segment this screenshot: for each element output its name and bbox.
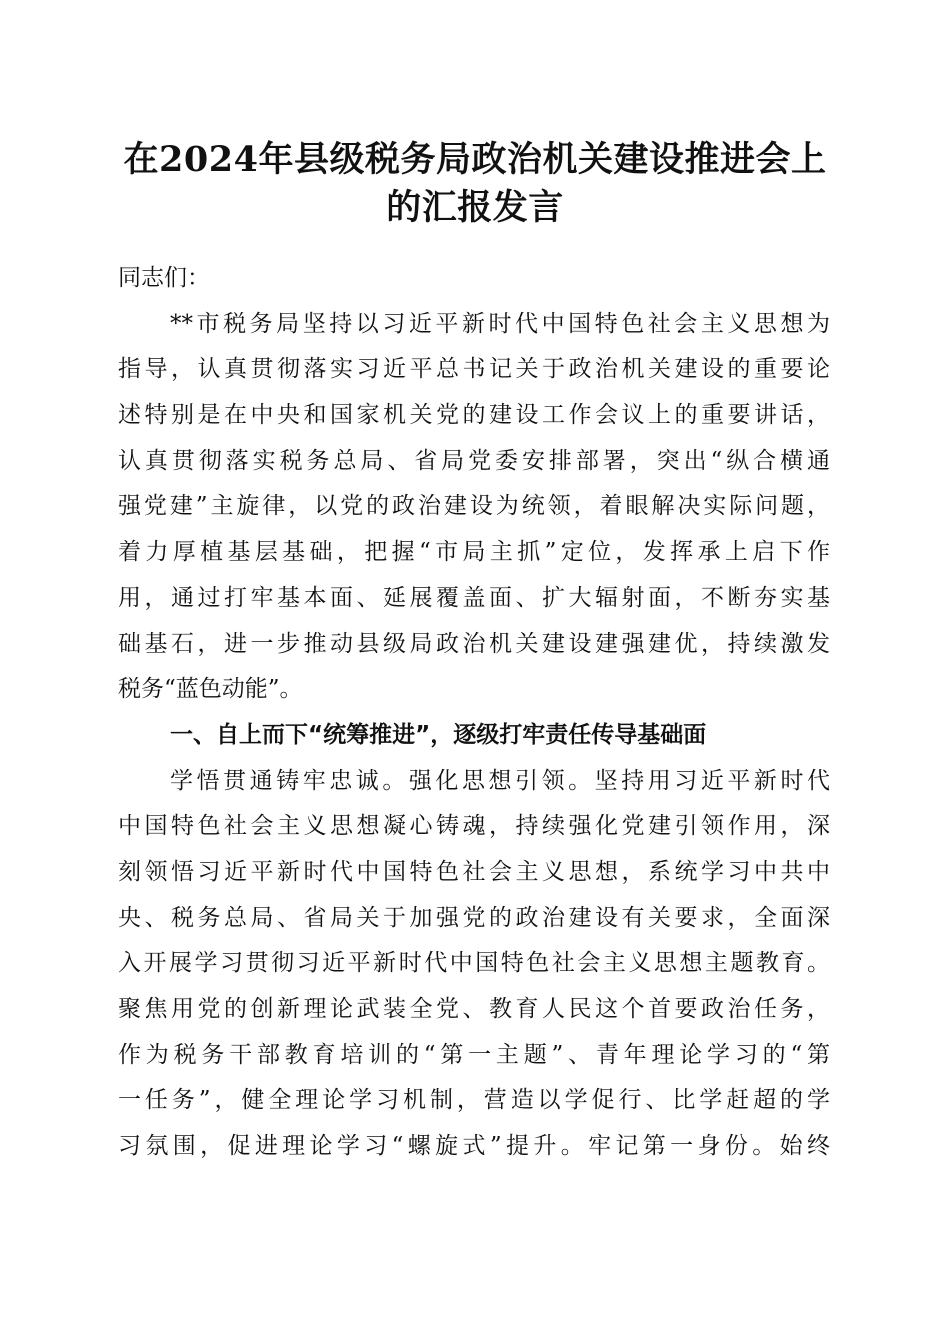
section-heading: 一、自上而下“统筹推进”，逐级打牢责任传导基础面: [170, 721, 707, 748]
document-title: [0, 136, 950, 232]
paragraph-line: 习氛围，促进理论学习“螺旋式”提升。牢记第一身份。始终: [118, 1133, 830, 1160]
paragraph-line: 作为税务干部教育培训的“第一主题”、青年理论学习的“第: [118, 1041, 830, 1068]
paragraph-line: 强党建”主旋律，以党的政治建设为统领，着眼解决实际问题，: [118, 493, 830, 520]
paragraph-line: 着力厚植基层基础，把握“市局主抓”定位，发挥承上启下作: [118, 539, 830, 566]
paragraph-line: 础基石，进一步推动县级局政治机关建设建强建优，持续激发: [118, 630, 830, 657]
paragraph-line: 用，通过打牢基本面、延展覆盖面、扩大辐射面，不断夯实基: [118, 584, 830, 611]
paragraph-line: 一任务”，健全理论学习机制，营造以学促行、比学赶超的学: [118, 1087, 830, 1114]
paragraph-line: 学悟贯通铸牢忠诚。强化思想引领。坚持用习近平新时代: [170, 767, 830, 794]
paragraph-1: [118, 302, 830, 713]
paragraph-line: 指导，认真贯彻落实习近平总书记关于政治机关建设的重要论: [118, 356, 830, 383]
title-line-1: 在2024年县级税务局政治机关建设推进会上: [123, 139, 827, 180]
paragraph-line: 认真贯彻落实税务总局、省局党委安排部署，突出“纵合横通: [118, 447, 830, 474]
salutation: 同志们：: [118, 265, 210, 291]
paragraph-line: 聚焦用党的创新理论武装全党、教育人民这个首要政治任务，: [118, 996, 830, 1022]
title-line-2: 的汇报发言: [386, 187, 564, 228]
paragraph-line: 中国特色社会主义思想凝心铸魂，持续强化党建引领作用，深: [118, 813, 830, 840]
paragraph-line: 入开展学习贯彻习近平新时代中国特色社会主义思想主题教育。: [118, 950, 830, 977]
paragraph-line: 述特别是在中央和国家机关党的建设工作会议上的重要讲话，: [118, 402, 830, 429]
paragraph-line: 刻领悟习近平新时代中国特色社会主义思想，系统学习中共中: [118, 858, 830, 885]
paragraph-2: [118, 759, 830, 1170]
paragraph-line: **市税务局坚持以习近平新时代中国特色社会主义思想为: [170, 310, 830, 337]
paragraph-line: 税务“蓝色动能”。: [118, 676, 303, 703]
paragraph-line: 央、税务总局、省局关于加强党的政治建设有关要求，全面深: [118, 904, 830, 931]
document-body: [118, 256, 830, 1170]
